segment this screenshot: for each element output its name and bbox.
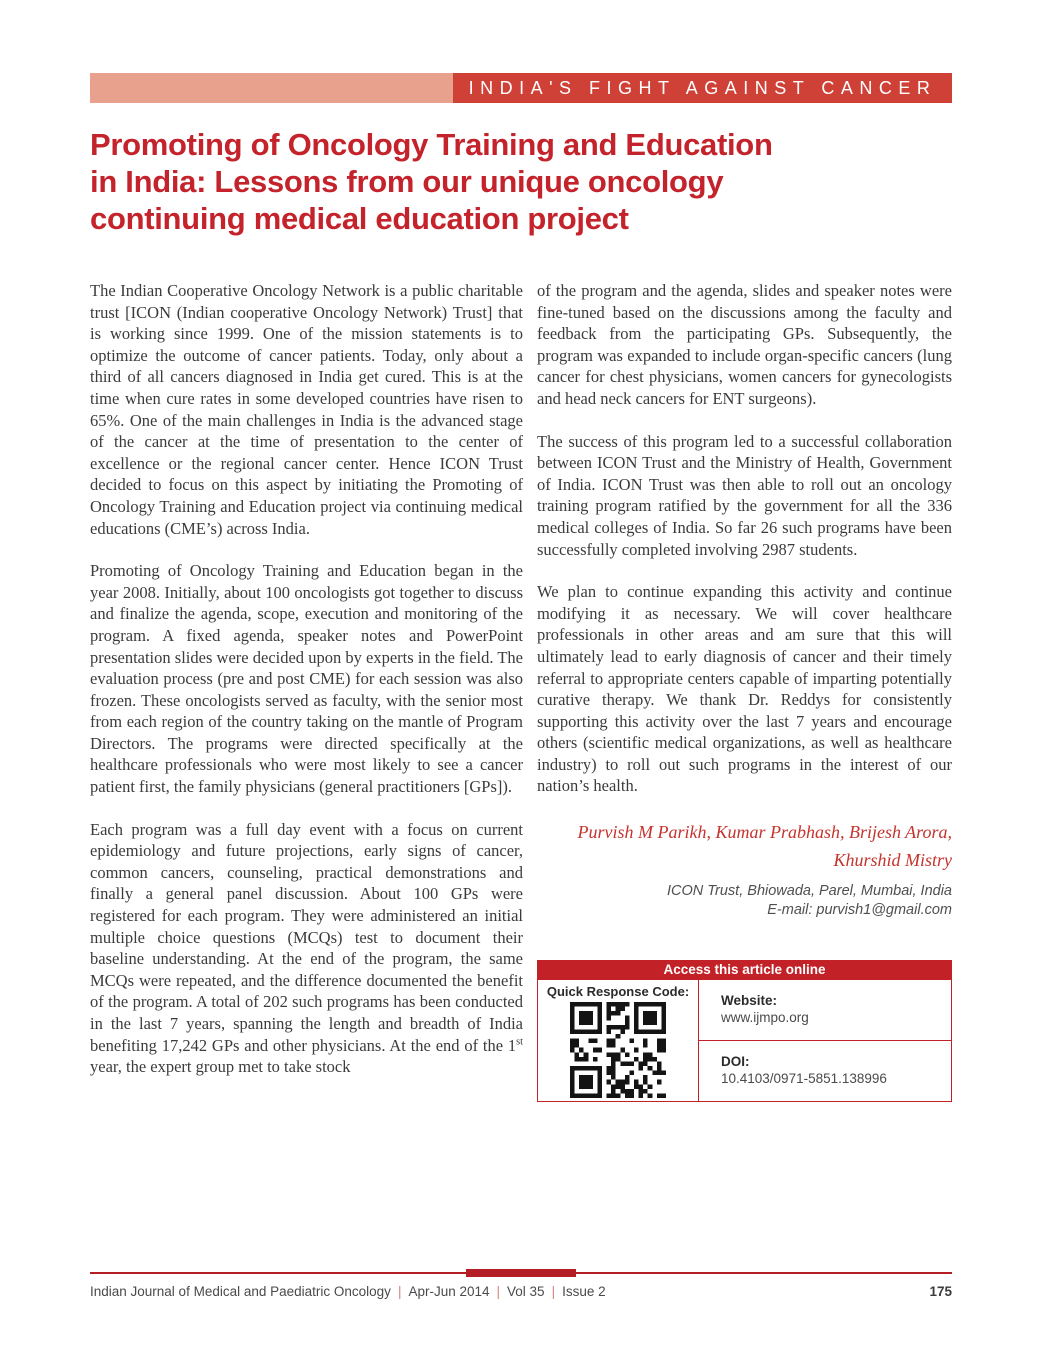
footer-volume: Vol 35 xyxy=(507,1284,545,1299)
access-box-body xyxy=(537,980,952,1102)
access-links-cell xyxy=(699,980,951,1101)
paragraph-text: year, the expert group met to take stock xyxy=(90,1057,351,1077)
access-article-box xyxy=(537,960,952,1102)
author-byline xyxy=(537,818,952,874)
access-box-header: Access this article online xyxy=(537,960,952,980)
ordinal-superscript: st xyxy=(516,1036,523,1048)
article-column-left xyxy=(90,280,523,1102)
footer-journal-name: Indian Journal of Medical and Paediatric Oncology xyxy=(90,1284,391,1299)
page-footer xyxy=(90,1284,952,1299)
footer-separator: | xyxy=(397,1284,402,1299)
page-number: 175 xyxy=(929,1284,952,1299)
article-column-right xyxy=(537,280,952,1102)
footer-separator: | xyxy=(496,1284,501,1299)
article-paragraph: We plan to continue expanding this activity and continue modifying it as necessary. We will cover healthcare professionals in other areas and am sure that this will ultimately lead to early diagnosis of cancer and their timely referral to appropriate centers capable of imparting potentially curative therapy. We thank Dr. Reddys for consistently supporting this activity over the last 7 years and encourage others (scientific medical organizations, as well as healthcare industry) to roll out such programs in the interest of our nation’s health. xyxy=(537,582,952,796)
website-url: www.ijmpo.org xyxy=(721,1010,809,1026)
footer-issue: Issue 2 xyxy=(562,1284,606,1299)
doi-row xyxy=(699,1041,951,1101)
article-paragraph: Promoting of Oncology Training and Education began in the year 2008. Initially, about 100 oncologists got together to discuss and finalize the agenda, scope, execution and monitoring of the program. A fixed agenda, speaker notes and PowerPoint presentation slides were decided upon by experts in the field. The evaluation process (pre and post CME) for each session was also frozen. These oncologists served as faculty, with the senior most from each region of the country taking on the mantle of Program Directors. The programs were directed specifically at the healthcare professionals who were most likely to see a cancer patient first, the family physicians (general practitioners [GPs]). xyxy=(90,561,523,797)
website-row xyxy=(699,980,951,1041)
paragraph-text: Each program was a full day event with a focus on current epidemiology and future projections, early signs of cancer, common cancers, counseling, practical demonstrations and finally a general panel discussion. About 100 GPs were registered for each program. They were administered an initial multiple choice questions (MCQs) test to document their baseline understanding. At the end of the program, the same MCQs were repeated, and the difference documented the benefit of the program. A total of 202 such programs has been conducted in the last 7 years, spanning the length and breadth of India benefiting 17,242 GPs and other physicians. At the end of the 1 xyxy=(90,819,523,1055)
affiliation-line: ICON Trust, Bhiowada, Parel, Mumbai, India xyxy=(666,883,952,900)
qr-code-label: Quick Response Code: xyxy=(546,984,690,1000)
footer-rule-thick-segment xyxy=(466,1269,576,1277)
author-affiliation xyxy=(537,882,952,920)
author-email: E-mail: purvish1@gmail.com xyxy=(767,902,952,919)
article-paragraph: of the program and the agenda, slides and speaker notes were fine-tuned based on the discussions among the faculty and feedback from the participating GPs. Subsequently, the program was expanded to include organ-specific cancers (lung cancer for chest physicians, women cancers for gynecologists and head neck cancers for ENT surgeons). xyxy=(537,281,952,408)
banner-pink-block xyxy=(90,73,453,103)
doi-value: 10.4103/0971-5851.138996 xyxy=(721,1071,887,1087)
article-body xyxy=(90,280,952,1102)
article-paragraph: The success of this program led to a successful collaboration between ICON Trust and the Ministry of Health, Government of India. ICON Trust was then able to roll out an oncology training program ratified by the government for all the 336 medical colleges of India. So far 26 such programs have been successfully completed involving 2987 students. xyxy=(537,431,952,559)
author-byline-line-2: Khurshid Mistry xyxy=(833,850,952,871)
article-title-line-2: in India: Lessons from our unique oncology xyxy=(90,164,724,199)
qr-code-icon xyxy=(570,1002,666,1098)
article-title-line-1: Promoting of Oncology Training and Education xyxy=(90,127,773,162)
article-paragraph xyxy=(90,819,523,1078)
article-title-line-3: continuing medical education project xyxy=(90,201,629,236)
article-paragraph: The Indian Cooperative Oncology Network is a public charitable trust [ICON (Indian cooperative Oncology Network) Trust] that is working since 1999. One of the mission statements is to optimize the outcome of cancer patients. Today, only about a third of all cancers diagnosed in India get cured. This is at the time when cure rates in some developed countries have risen to 65%. One of the main challenges in India is the advanced stage of the cancer at the time of presentation to the center of excellence or the regional cancer center. Hence ICON Trust decided to focus on this aspect by initiating the Promoting of Oncology Training and Education project via continuing medical educations (CME’s) across India. xyxy=(90,281,523,538)
article-title xyxy=(90,126,910,237)
qr-code-cell xyxy=(538,980,699,1101)
footer-rule xyxy=(90,1272,952,1274)
section-banner xyxy=(90,73,952,103)
website-label: Website: xyxy=(721,993,778,1009)
doi-label: DOI: xyxy=(721,1054,750,1070)
footer-issue-date: Apr-Jun 2014 xyxy=(408,1284,490,1299)
section-banner-label: INDIA'S FIGHT AGAINST CANCER xyxy=(468,77,937,98)
author-byline-line-1: Purvish M Parikh, Kumar Prabhash, Brijesh Arora, xyxy=(577,822,952,843)
footer-separator: | xyxy=(551,1284,556,1299)
footer-journal-info xyxy=(90,1284,606,1299)
banner-red-block xyxy=(453,73,952,103)
